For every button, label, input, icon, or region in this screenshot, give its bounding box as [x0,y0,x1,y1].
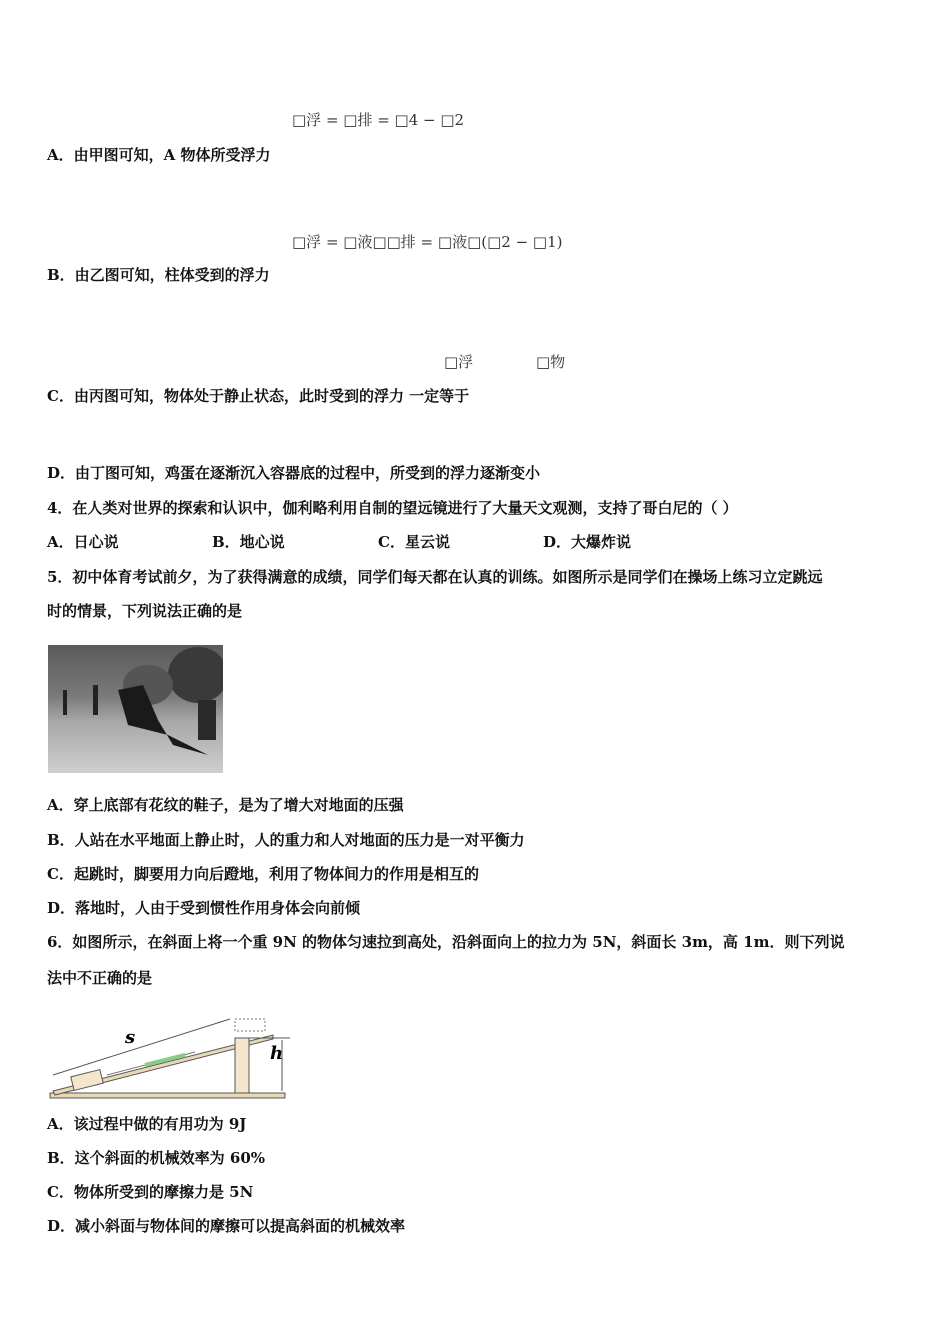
q4-stem: 4．在人类对世界的探索和认识中，伽利略利用自制的望远镜进行了大量天文观测，支持了哥白尼的（ ） [47,499,738,517]
q6-stem-line1: 6．如图所示，在斜面上将一个重 9N 的物体匀速拉到高处，沿斜面向上的拉力为 5N，斜面长 3m，高 1m．则下列说 [47,933,845,951]
q6-stem-line2: 法中不正确的是 [47,969,153,987]
q3-option-c: C．由丙图可知，物体处于静止状态，此时受到的浮力 一定等于 [47,387,470,405]
q5-stem-line1: 5．初中体育考试前夕，为了获得满意的成绩，同学们每天都在认真的训练。如图所示是同学们在操场上练习立定跳远 [47,568,823,586]
label-h: h [270,1043,284,1064]
formula-b: □浮 = □液□□排 = □液□(□2 − □1) [292,233,563,251]
q6-option-a: A．该过程中做的有用功为 9J [47,1115,247,1133]
label-s: s [125,1027,136,1048]
long-jump-photo [48,645,223,773]
formula-c-weight: □物 [536,353,566,371]
q6-option-c: C．物体所受到的摩擦力是 5N [47,1183,254,1201]
formula-c-buoyancy: □浮 [444,353,474,371]
q3-option-a: A．由甲图可知，A 物体所受浮力 [47,146,271,164]
q4-option-c: C．星云说 [378,533,450,551]
q4-option-a: A．日心说 [47,533,119,551]
q5-option-a: A．穿上底部有花纹的鞋子，是为了增大对地面的压强 [47,796,404,814]
q3-option-d: D．由丁图可知，鸡蛋在逐渐沉入容器底的过程中，所受到的浮力逐渐变小 [47,464,541,482]
q6-option-d: D．减小斜面与物体间的摩擦可以提高斜面的机械效率 [47,1217,406,1235]
incline-diagram [45,1005,295,1105]
q6-option-b: B．这个斜面的机械效率为 60% [47,1149,266,1167]
formula-a: □浮 = □排 = □4 − □2 [292,111,465,129]
q5-option-c: C．起跳时，脚要用力向后蹬地，利用了物体间力的作用是相互的 [47,865,479,883]
q5-option-d: D．落地时，人由于受到惯性作用身体会向前倾 [47,899,361,917]
q4-option-b: B．地心说 [212,533,285,551]
q5-stem-line2: 时的情景，下列说法正确的是 [47,602,243,620]
q3-option-b: B．由乙图可知，柱体受到的浮力 [47,266,270,284]
q4-option-d: D．大爆炸说 [543,533,632,551]
q5-option-b: B．人站在水平地面上静止时，人的重力和人对地面的压力是一对平衡力 [47,831,525,849]
